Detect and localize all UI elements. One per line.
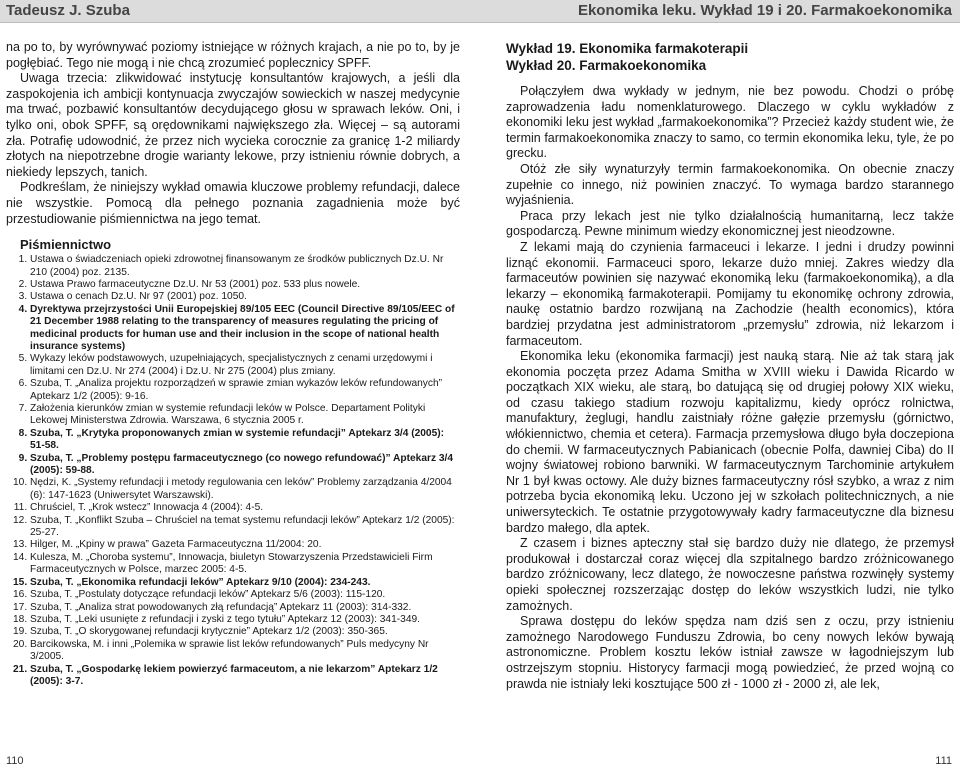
lecture-heading: Wykład 19. Ekonomika farmakoterapii xyxy=(506,41,749,56)
reference-item: 8. Szuba, T. „Krytyka proponowanych zmian w systemie refundacji” Aptekarz 3/4 (2005): 51-58. xyxy=(30,428,460,453)
page-number-left: 110 xyxy=(6,755,24,767)
reference-item: 12. Szuba, T. „Konflikt Szuba – Chruściel na temat systemu refundacji leków” Aptekarz 1/2 (2005): 25-27. xyxy=(30,515,460,540)
paragraph: Otóż złe siły wynaturzyły termin farmakoekonomika. On obecnie znaczy zupełnie co innego, niż powinien znaczyć. To wymaga bardzo starannego wyjaśnienia. xyxy=(506,161,954,208)
reference-item: 6. Szuba, T. „Analiza projektu rozporządzeń w sprawie zmian wykazów leków refundowanych” Aptekarz 1/2 (2005): 9-16. xyxy=(30,378,460,403)
left-column xyxy=(6,40,460,688)
reference-item: 2. Ustawa Prawo farmaceutyczne Dz.U. Nr 53 (2001) poz. 533 plus nowele. xyxy=(30,279,460,291)
references-title: Piśmiennictwo xyxy=(20,237,112,253)
reference-item: 20. Barcikowska, M. i inni „Polemika w sprawie list leków refundowanych” Puls medycyny Nr 3/2005. xyxy=(30,639,460,664)
right-column xyxy=(506,40,954,692)
reference-item: 3. Ustawa o cenach Dz.U. Nr 97 (2001) poz. 1050. xyxy=(30,291,460,303)
references-list xyxy=(6,254,460,688)
paragraph: Uwaga trzecia: zlikwidować instytucję konsultantów krajowych, a jeśli dla zaspokojenia ich ambicji kontynuacja zwyczajów sowieckich w naszej medycynie ma trwać, pozbawić konsultantów decydującego głosu w sprawach leków. Oni, i tylko oni, obok SPFF, są orędownikami największego zła. Więcej – są autorami zła. Potrafię udowodnić, że przez nich wycieka corocznie za granicę 1-2 miliardy złotych na niepotrzebne drogie warianty lekowe, przy istnieniu równie dobrych, a niekiedy lepszych, tanich. xyxy=(6,71,460,179)
reference-item: 10. Nędzi, K. „Systemy refundacji i metody regulowania cen leków” Problemy zarządzania 4/2004 (6): 147-1623 (Uniwersytet Warszawski). xyxy=(30,477,460,502)
lecture-heading: Wykład 20. Farmakoekonomika xyxy=(506,58,707,73)
reference-item: 17. Szuba, T. „Analiza strat powodowanych złą refundacją” Aptekarz 11 (2003): 314-332. xyxy=(30,602,460,614)
paragraph: Praca przy lekach jest nie tylko działalnością humanitarną, lecz także gospodarczą. Pewne minimum wiedzy ekonomicznej jest nieodzowne. xyxy=(506,208,954,239)
reference-item: 1. Ustawa o świadczeniach opieki zdrowotnej finansowanym ze środków publicznych Dz.U. Nr 210 (2004) poz. 2135. xyxy=(30,254,460,279)
header-title: Ekonomika leku. Wykład 19 i 20. Farmakoekonomika xyxy=(577,2,952,19)
paragraph: Z lekami mają do czynienia farmaceuci i lekarze. I jedni i drudzy powinni liznąć ekonomii. Farmaceuci sporo, lekarze dużo mniej. Zakres wiedzy dla farmaceutów powinien się nazywać ekonomiką leku (farmakoekonomiką), a dla lekarzy – ekonomiką farmakoterapii. Pomijamy tu ekonomikę ochrony zdrowia, naukę ostatnio bardzo rozwijaną na Zachodzie (health economics), która bardziej przydatna jest administratorom „przemysłu” zdrowia, niż lekarzom i farmaceutom. xyxy=(506,239,954,348)
reference-item: 15. Szuba, T. „Ekonomika refundacji leków” Aptekarz 9/10 (2004): 234-243. xyxy=(30,577,460,589)
paragraph: Sprawa dostępu do leków spędza nam dziś sen z oczu, przy istnieniu zamożnego Narodowego Funduszu Zdrowia, bo ceny nowych leków bywają astronomiczne. Problem kosztu leków istniał zawsze w łagodniejszym lub ostrzejszym stopniu. Historycy farmacji mogą powiedzieć, że przed wojną co prawda nie istniały leki kosztujące 500 zł - 1000 zł - 2000 zł, ale lek, xyxy=(506,614,954,691)
reference-item: 7. Założenia kierunków zmian w systemie refundacji leków w Polsce. Departament Polityki Lekowej Ministerstwa Zdrowia. Warszawa, 6 stycznia 2005 r. xyxy=(30,403,460,428)
paragraph: Ekonomika leku (ekonomika farmacji) jest nauką starą. Nie aż tak starą jak ekonomia poczęta przez Adama Smitha w XVIII wieku i Dawida Ricardo w początkach XIX wieku, ale starą, bo datującą się od drugiej połowy XIX wieku, od czasu takiego stadium rozwoju kapitalizmu, kiedy oprócz rolnictwa, manufaktury, żeglugi, handlu zaistniały różne gałęzie przemysłu (górnictwo, włókiennictwo, chemia et cetera). Farmacja przemysłowa długo była doczepiona do chemii. W farmaceutycznych Pabianicach (obecnie Polfa, dawniej Ciba) do II wojny światowej robiono barwniki. W farmaceutycznym Tarchominie artykułem Nr 1 był kwas octowy. Ale duży biznes farmaceutyczny rósł szybko, a wraz z nim potrzeba bycia ekonomiką leku. Uczono jej w szkołach politechnicznych, a nie uniwersyteckich. Te ostatnie przygotowywały kadry farmaceutyczne dla biznesu bardzo małego, dla aptek. xyxy=(506,349,954,535)
header-author: Tadeusz J. Szuba xyxy=(6,2,130,19)
paragraph: Podkreślam, że niniejszy wykład omawia kluczowe problemy refundacji, dalece nie wszystkie. Pomocą dla pełnego poznania zagadnienia może być przestudiowanie piśmiennictwa na jego temat. xyxy=(6,180,460,226)
reference-item: 13. Hilger, M. „Kpiny w prawa” Gazeta Farmaceutyczna 11/2004: 20. xyxy=(30,539,460,551)
reference-item: 21. Szuba, T. „Gospodarkę lekiem powierzyć farmaceutom, a nie lekarzom” Aptekarz 1/2 (2005): 3-7. xyxy=(30,664,460,689)
reference-item: 11. Chruściel, T. „Krok wstecz” Innowacja 4 (2004): 4-5. xyxy=(30,502,460,514)
paragraph: na po to, by wyrównywać poziomy istniejące w różnych krajach, a nie po to, by je pogłębiać. Tego nie mogą i nie chcą zrozumieć poplecznicy SPFF. xyxy=(6,40,460,70)
reference-item: 14. Kulesza, M. „Choroba systemu”, Innowacja, biuletyn Stowarzyszenia Przedstawicieli Firm Farmaceutycznych w Polsce, marzec 2005: 4-5. xyxy=(30,552,460,577)
reference-item: 4. Dyrektywa przejrzystości Unii Europejskiej 89/105 EEC (Council Directive 89/105/EEC of 21 December 1988 relating to the transparency of measures regulating the pricing of medicinal products for human use and their inclusion in the scope of national health insurance systems) xyxy=(30,304,460,354)
reference-item: 5. Wykazy leków podstawowych, uzupełniających, specjalistycznych z cenami urzędowymi i limitami cen Dz.U. Nr 274 (2004) i Dz.U. Nr 275 (2004) plus zmiany. xyxy=(30,353,460,378)
paragraph: Połączyłem dwa wykłady w jednym, nie bez powodu. Chodzi o próbę zaprowadzenia ładu nomenklaturowego. Dlaczego w cyklu wykładów z ekonomiki leku jest wykład „farmakoekonomika”? Przecież każdy student wie, że termin farmakoekonomika znaczy to samo, co termin ekonomika leku, tyle, że po grecku. xyxy=(506,84,954,161)
page-number-right: 111 xyxy=(935,755,952,767)
reference-item: 16. Szuba, T. „Postulaty dotyczące refundacji leków” Aptekarz 5/6 (2003): 115-120. xyxy=(30,589,460,601)
running-header xyxy=(0,0,960,23)
lecture-headings xyxy=(506,40,954,74)
reference-item: 19. Szuba, T. „O skorygowanej refundacji krytycznie” Aptekarz 1/2 (2003): 350-365. xyxy=(30,626,460,638)
reference-item: 18. Szuba, T. „Leki usunięte z refundacji i zyski z tego tytułu” Aptekarz 12 (2003): 341-349. xyxy=(30,614,460,626)
reference-item: 9. Szuba, T. „Problemy postępu farmaceutycznego (co nowego refundować)” Aptekarz 3/4 (2005): 59-88. xyxy=(30,453,460,478)
paragraph: Z czasem i biznes apteczny stał się bardzo duży nie dlatego, że przemysł produkował i dostarczał coraz więcej dla szpitalnego bardzo zróżnicowanego bardzo zróżnicowany, lecz dlatego, że nowoczesne państwa rozwinęły systemy opieki społecznej rozszerzając dostęp do leków wszystkich ludzi, nie tylko zamożnych. xyxy=(506,536,954,613)
